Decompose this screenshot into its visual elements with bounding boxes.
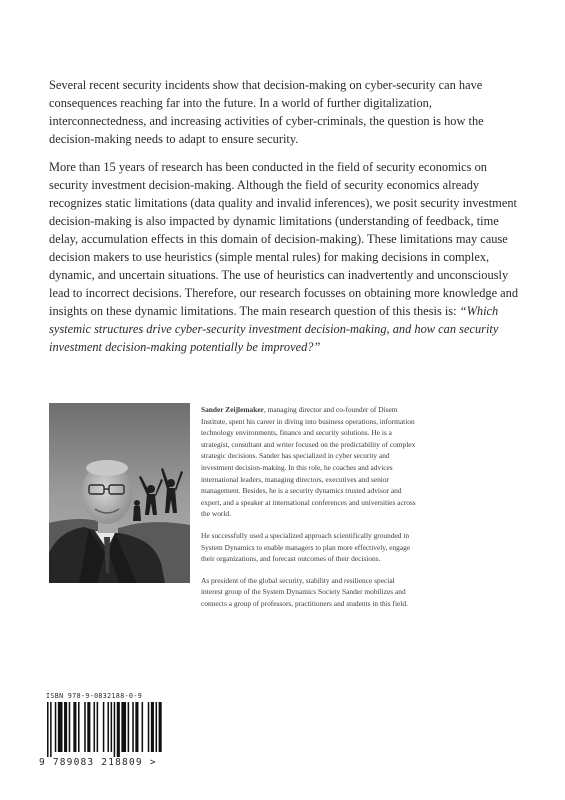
author-bio xyxy=(201,404,416,620)
bio-paragraph-1 xyxy=(201,404,416,520)
summary-paragraph-2 xyxy=(49,158,519,356)
summary-paragraph-2-text: More than 15 years of research has been conducted in the field of security economics on security investment decision-making. Although the field of security economics already recognizes static limitations (data quality and invalid inferences), we posit security investment decision-making is also impacted by dynamic limitations (understanding of feedback, time delay, accumulation effects in this domain of decision-making). These limitations may cause decision makers to use heuristics (simple mental rules) for making decisions in complex, dynamic, and uncertain situations. The use of heuristics can inadvertently and unconsciously lead to incorrect decisions. Therefore, our research focusses on obtaining more knowledge and insights on these dynamic limitations. The main research question of this thesis is: xyxy=(49,160,519,318)
bio-paragraph-2: He successfully used a specialized approach scientifically grounded in System Dynamics to enable managers to plan more effectively, engage their organizations, and forecast outcomes of their decisions. xyxy=(201,530,411,564)
barcode-digits: 9 789083 218809 > xyxy=(39,757,157,768)
bio-paragraph-1-text: , managing director and co-founder of Disem Institute, spent his career in diving into business operations, information technology environments, finance and security solutions. He is a strategist, consultant and writer focused on the predictability of complex strategic decisions. Sander has specialized in cyber security and investment decision-making. In this role, he coaches and advices international leaders, managing directors, executives and senior management. Besides, he is a security dynamics trusted advisor and expert, and a speaker at international conferences and universities across the world. xyxy=(201,405,416,519)
isbn-barcode xyxy=(39,692,165,772)
back-cover-summary xyxy=(49,76,519,366)
author-photo xyxy=(49,403,190,583)
barcode-bars xyxy=(39,702,165,757)
summary-paragraph-1: Several recent security incidents show that decision-making on cyber-security can have consequences reaching far into the future. In a world of further digitalization, interconnectedness, and increasing activities of cyber-criminals, the question is how the decision-making needs to adapt to ensure security. xyxy=(49,78,484,146)
author-name: Sander Zeijlemaker xyxy=(201,405,264,414)
isbn-label: ISBN 978-9-0832188-0-9 xyxy=(46,692,143,700)
bio-paragraph-3: As president of the global security, stability and resilience special interest group of the System Dynamics Society Sander mobilizes and connects a group of professors, practitioners and students in this field. xyxy=(201,575,408,608)
research-question: “Which systemic structures drive cyber-security investment decision-making, and how can security investment decision-making potentially be improved?” xyxy=(49,304,499,354)
